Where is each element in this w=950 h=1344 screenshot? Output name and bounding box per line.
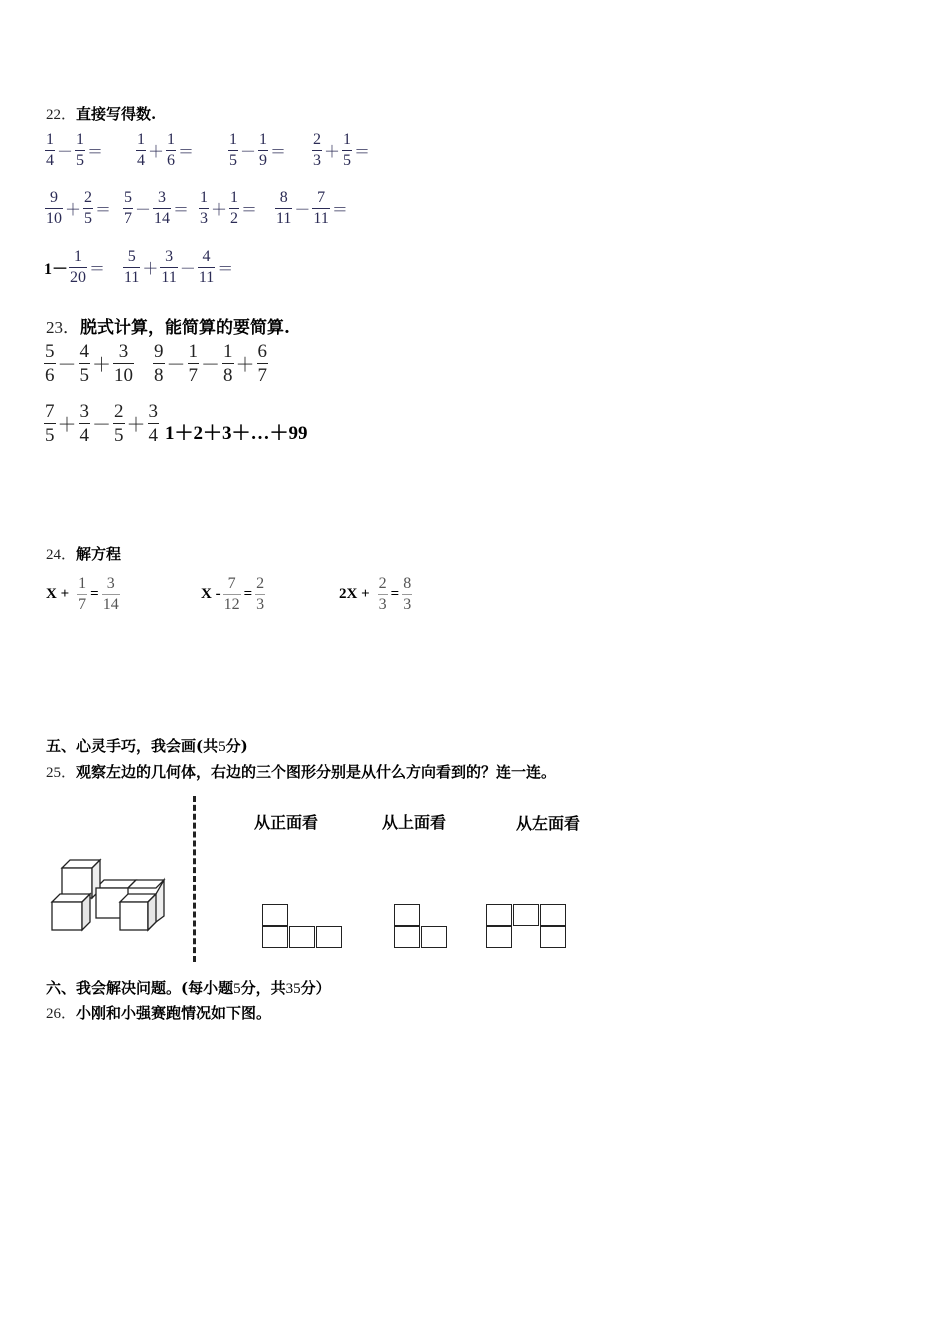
fraction: $\frac{4}{5}$: [79, 341, 90, 386]
q22-item-7: $\frac{1}{3}$ ＋ $\frac{1}{2}$ ＝: [200, 189, 258, 227]
fraction: $\frac{1}{7}$: [188, 341, 199, 386]
q26-heading: [46, 1002, 271, 1023]
fraction: $\frac{1}{5}$: [76, 131, 85, 169]
q22-item-10: $\frac{5}{11}$ ＋ $\frac{3}{11}$ － $\frac{4}{11}$ ＝: [124, 248, 234, 286]
fraction: $\frac{1}{3}$: [200, 189, 208, 227]
q23-expr-4: 1＋2＋3＋…＋99: [165, 423, 308, 444]
fraction: $\frac{8}{3}$: [403, 575, 412, 613]
q23-heading: [46, 313, 290, 338]
q23-expr-3: $\frac{7}{5}$ ＋ $\frac{3}{4}$ － $\frac{2}{5}$ ＋ $\frac{3}{4}$: [45, 401, 159, 446]
fraction: $\frac{7}{12}$: [223, 575, 240, 613]
dashed-divider: [193, 796, 196, 962]
fraction: $\frac{8}{11}$: [276, 189, 292, 227]
fraction: $\frac{1}{4}$: [46, 131, 54, 169]
q24-title: 解方程: [76, 545, 122, 563]
fraction: $\frac{4}{11}$: [198, 248, 215, 286]
q22-item-9: 1－ $\frac{1}{20}$ ＝: [44, 248, 106, 286]
q24-heading: [46, 543, 121, 564]
q24-eq-1: X + $\frac{1}{7}$ = $\frac{3}{14}$: [46, 575, 119, 613]
label-top-view: 从上面看: [382, 813, 447, 832]
q23-expr-1: $\frac{5}{6}$ － $\frac{4}{5}$ ＋ $\frac{3}{10}$: [45, 341, 134, 386]
q22-heading: [46, 103, 156, 124]
fraction: $\frac{7}{11}$: [313, 189, 329, 227]
q22-number: 22．: [46, 107, 77, 123]
q24-eq-2: X - $\frac{7}{12}$ = $\frac{2}{3}$: [201, 575, 265, 613]
fraction: $\frac{1}{2}$: [230, 189, 239, 227]
fraction: $\frac{5}{6}$: [45, 341, 55, 386]
fraction: $\frac{3}{14}$: [154, 189, 171, 227]
q26-number: 26．: [46, 1006, 77, 1022]
fraction: $\frac{1}{9}$: [259, 131, 268, 169]
q22-item-1: $\frac{1}{4}$ － $\frac{1}{5}$ ＝: [46, 131, 104, 169]
view-shape-3: [486, 904, 568, 950]
q25-text: 观察左边的几何体，右边的三个图形分别是从什么方向看到的？连一连。: [76, 763, 557, 781]
q22-title: 直接写得数.: [76, 105, 157, 123]
fraction: $\frac{6}{7}$: [257, 341, 268, 386]
q23-expr-2: $\frac{9}{8}$ － $\frac{1}{7}$ － $\frac{1}{8}$ ＋ $\frac{6}{7}$: [154, 341, 268, 386]
label-left-view: 从左面看: [516, 814, 581, 833]
fraction: $\frac{1}{5}$: [343, 131, 352, 169]
fraction: $\frac{3}{14}$: [102, 575, 119, 613]
fraction: $\frac{2}{3}$: [256, 575, 265, 613]
fraction: $\frac{1}{4}$: [137, 131, 145, 169]
fraction: $\frac{3}{4}$: [79, 401, 90, 446]
q22-item-5: $\frac{9}{10}$ ＋ $\frac{2}{5}$ ＝: [46, 189, 112, 227]
section6-heading: 六、我会解决问题。(每小题5分，共35分）: [46, 979, 331, 997]
fraction: $\frac{7}{5}$: [45, 401, 55, 446]
fraction: $\frac{3}{11}$: [161, 248, 177, 286]
fraction: $\frac{3}{4}$: [148, 401, 159, 446]
q23-number: 23．: [46, 318, 80, 337]
fraction: $\frac{1}{7}$: [78, 575, 87, 613]
view-shape-1: [262, 904, 344, 950]
q23-title: 脱式计算，能简算的要简算.: [80, 318, 290, 338]
q22-item-6: $\frac{5}{7}$ － $\frac{3}{14}$ ＝: [124, 189, 190, 227]
fraction: $\frac{2}{3}$: [313, 131, 321, 169]
q25-number: 25．: [46, 765, 77, 781]
fraction: $\frac{2}{5}$: [84, 189, 93, 227]
q24-eq-3: 2X + $\frac{2}{3}$ = $\frac{8}{3}$: [339, 575, 412, 613]
q22-item-4: $\frac{2}{3}$ ＋ $\frac{1}{5}$ ＝: [313, 131, 371, 169]
q26-text: 小刚和小强赛跑情况如下图。: [76, 1004, 272, 1022]
fraction: $\frac{5}{11}$: [124, 248, 140, 286]
q22-item-8: $\frac{8}{11}$ － $\frac{7}{11}$ ＝: [276, 189, 348, 227]
section5-heading: 五、心灵手巧，我会画(共5分): [46, 737, 248, 755]
fraction: $\frac{1}{20}$: [70, 248, 87, 286]
view-shape-2: [394, 904, 450, 950]
fraction: $\frac{5}{7}$: [124, 189, 132, 227]
fraction: $\frac{9}{10}$: [46, 189, 62, 227]
q25-heading: [46, 761, 556, 782]
fraction: $\frac{2}{3}$: [378, 575, 387, 613]
fraction: $\frac{1}{5}$: [229, 131, 237, 169]
q24-number: 24．: [46, 547, 77, 563]
fraction: $\frac{1}{8}$: [223, 341, 233, 386]
fraction: $\frac{3}{10}$: [114, 341, 134, 386]
fraction: $\frac{1}{6}$: [167, 131, 176, 169]
label-front-view: 从正面看: [254, 813, 319, 832]
fraction: $\frac{2}{5}$: [114, 401, 124, 446]
fraction: $\frac{9}{8}$: [154, 341, 164, 386]
q22-item-3: $\frac{1}{5}$ － $\frac{1}{9}$ ＝: [229, 131, 287, 169]
cube-solid-figure: [44, 858, 170, 936]
q22-item-2: $\frac{1}{4}$ ＋ $\frac{1}{6}$ ＝: [137, 131, 195, 169]
